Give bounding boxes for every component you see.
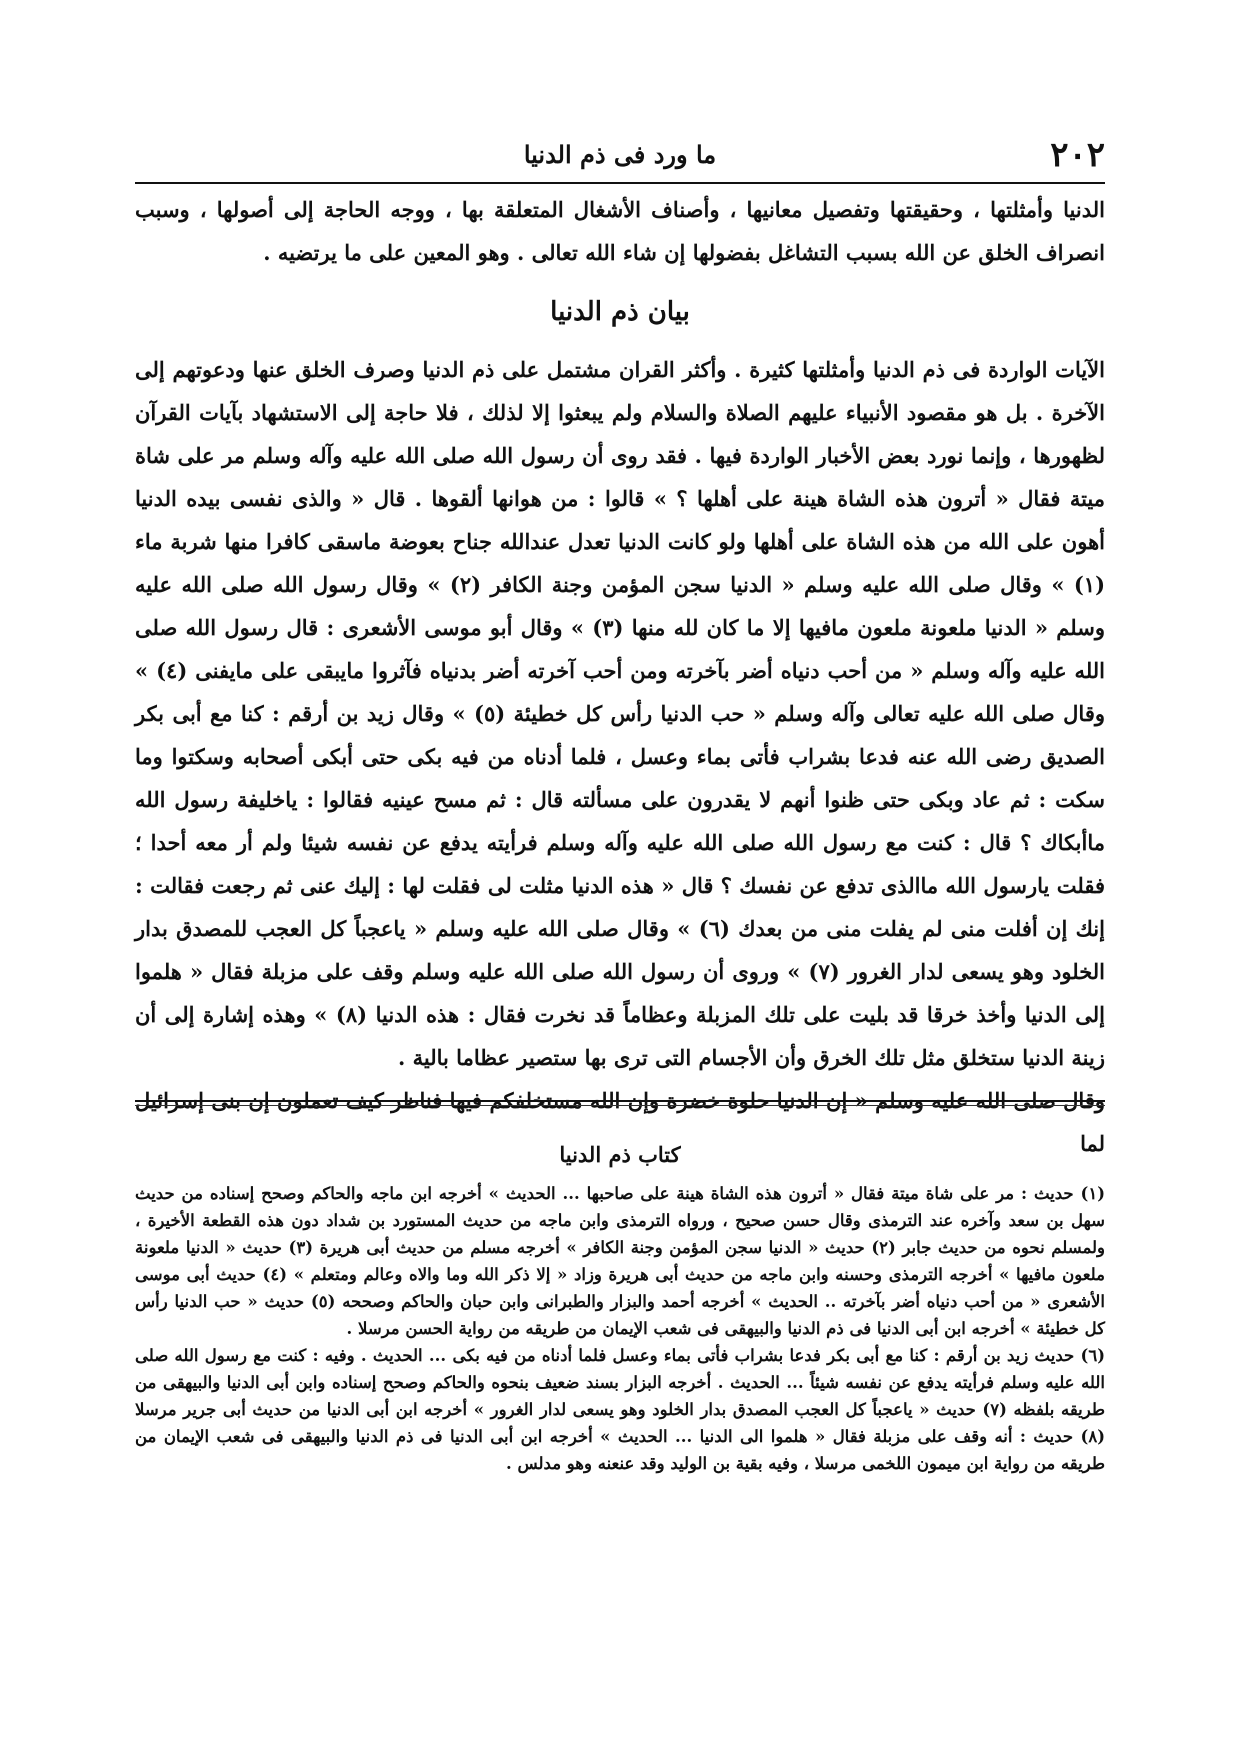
page-header — [135, 132, 1105, 178]
last-paragraph: وقال صلى الله عليه وسلم « إن الدنيا حلوة خضرة وإن الله مستخلفكم فيها فناظر كيف تعملون إن بنى إسرائيل لما — [135, 1088, 1105, 1156]
intro-paragraph: الدنيا وأمثلتها ، وحقيقتها وتفصيل معانيها ، وأصناف الأشغال المتعلقة بها ، ووجه الحاجة إلى أصولها ، وسبب انصراف الخلق عن الله بسبب التشاغل بفضولها إن شاء الله تعالى . وهو المعين على ما يرتضيه . — [135, 197, 1105, 265]
body-text — [135, 188, 1105, 1165]
section-heading: بيان ذم الدنيا — [550, 297, 690, 327]
main-paragraph: الآيات الواردة فى ذم الدنيا وأمثلتها كثيرة . وأكثر القران مشتمل على ذم الدنيا وصرف الخلق عنها ودعوتهم إلى الآخرة . بل هو مقصود الأنبياء عليهم الصلاة والسلام ولم يبعثوا إلا لذلك ، فلا حاجة إلى الاستشهاد بآيات القرآن لظهورها ، وإنما نورد بعض الأخبار الواردة فيها . فقد روى أن رسول الله صلى الله عليه وآله وسلم مر على شاة ميتة فقال « أترون هذه الشاة هينة على أهلها ؟ » قالوا : من هوانها ألقوها . قال « والذى نفسى بيده الدنيا أهون على الله من هذه الشاة على أهلها ولو كانت الدنيا تعدل عندالله جناح بعوضة ماسقى كافرا منها شربة ماء (١) » وقال صلى الله عليه وسلم « الدنيا سجن المؤمن وجنة الكافر (٢) » وقال رسول الله صلى الله عليه وسلم « الدنيا ملعونة ملعون مافيها إلا ما كان لله منها (٣) » وقال أبو موسى الأشعرى : قال رسول الله صلى الله عليه وآله وسلم « من أحب دنياه أضر بآخرته ومن أحب آخرته أضر بدنياه فآثروا مايبقى على مايفنى (٤) » وقال صلى الله عليه تعالى وآله وسلم « حب الدنيا رأس كل خطيئة (٥) » وقال زيد بن أرقم : كنا مع أبى بكر الصديق رضى الله عنه فدعا بشراب فأتى بماء وعسل ، فلما أدناه من فيه بكى حتى أبكى أصحابه وسكتوا وما سكت : ثم عاد وبكى حتى ظنوا أنهم لا يقدرون على مسألته قال : ثم مسح عينيه فقالوا : ياخليفة رسول الله ماأبكاك ؟ قال : كنت مع رسول الله صلى الله عليه وآله وسلم فرأيته يدفع عن نفسه شيئا ولم أر معه أحدا ؛ فقلت يارسول الله ماالذى تدفع عن نفسك ؟ قال « هذه الدنيا مثلت لى فقلت لها : إليك عنى ثم رجعت فقالت : إنك إن أفلت منى لم يفلت منى من بعدك (٦) » وقال صلى الله عليه وسلم « ياعجباً كل العجب للمصدق بدار الخلود وهو يسعى لدار الغرور (٧) » وروى أن رسول الله صلى الله عليه وسلم وقف على مزبلة فقال « هلموا إلى الدنيا وأخذ خرقا قد بليت على تلك المزبلة وعظاماً قد نخرت فقال : هذه الدنيا (٨) » وهذه إشارة إلى أن زينة الدنيا ستخلق مثل تلك الخرق وأن الأجسام التى ترى بها ستصير عظاما بالية . — [135, 357, 1106, 1070]
footer-running-title: كتاب ذم الدنيا — [559, 1142, 681, 1167]
footnote-block: (١) حديث : مر على شاة ميتة فقال « أترون هذه الشاة هينة على صاحبها ... الحديث » أخرجه ابن ماجه والحاكم وصحح إسناده من حديث سهل بن سعد وآخره عند الترمذى وقال حسن صحيح ، ورواه الترمذى وابن ماجه من حديث المستورد بن شداد دون هذه القطعة الأخيرة ، ولمسلم نحوه من حديث جابر (٢) حديث « الدنيا سجن المؤمن وجنة الكافر » أخرجه مسلم من حديث أبى هريرة (٣) حديث « الدنيا ملعونة ملعون مافيها » أخرجه الترمذى وحسنه وابن ماجه من حديث أبى هريرة وزاد « إلا ذكر الله وما والاه وعالم ومتعلم » (٤) حديث أبى موسى الأشعرى « من أحب دنياه أضر بآخرته .. الحديث » أخرجه أحمد والبزار والطبرانى وابن حبان والحاكم وصححه (٥) حديث « حب الدنيا رأس كل خطيئة » أخرجه ابن أبى الدنيا فى ذم الدنيا والبيهقى فى شعب الإيمان من طريقه من رواية الحسن مرسلا . — [135, 1184, 1105, 1338]
footnote-separator — [135, 1100, 1105, 1106]
footnote-block: (٦) حديث زيد بن أرقم : كنا مع أبى بكر فدعا بشراب فأتى بماء وعسل فلما أدناه من فيه بكى ... الحديث . وفيه : كنت مع رسول الله صلى الله عليه وسلم فرأيته يدفع عن نفسه شيئاً ... الحديث . أخرجه البزار بسند ضعيف بنحوه والحاكم وصحح إسناده وابن أبى الدنيا والبيهقى من طريقه بلفظه (٧) حديث « ياعجباً كل العجب المصدق بدار الخلود وهو يسعى لدار الغرور » أخرجه ابن أبى الدنيا من حديث أبى جرير مرسلا (٨) حديث : أنه وقف على مزبلة فقال « هلموا الى الدنيا ... الحديث » أخرجه ابن أبى الدنيا فى ذم الدنيا والبيهقى فى شعب الإيمان من طريقه من رواية ابن ميمون اللخمى مرسلا ، وفيه بقية بن الوليد وقد عنعنه وهو مدلس . — [135, 1346, 1105, 1473]
page-number: ٢٠٢ — [1050, 135, 1105, 175]
header-rule — [135, 182, 1105, 184]
running-title: ما ورد فى ذم الدنيا — [523, 140, 717, 169]
footnotes — [135, 1180, 1105, 1477]
